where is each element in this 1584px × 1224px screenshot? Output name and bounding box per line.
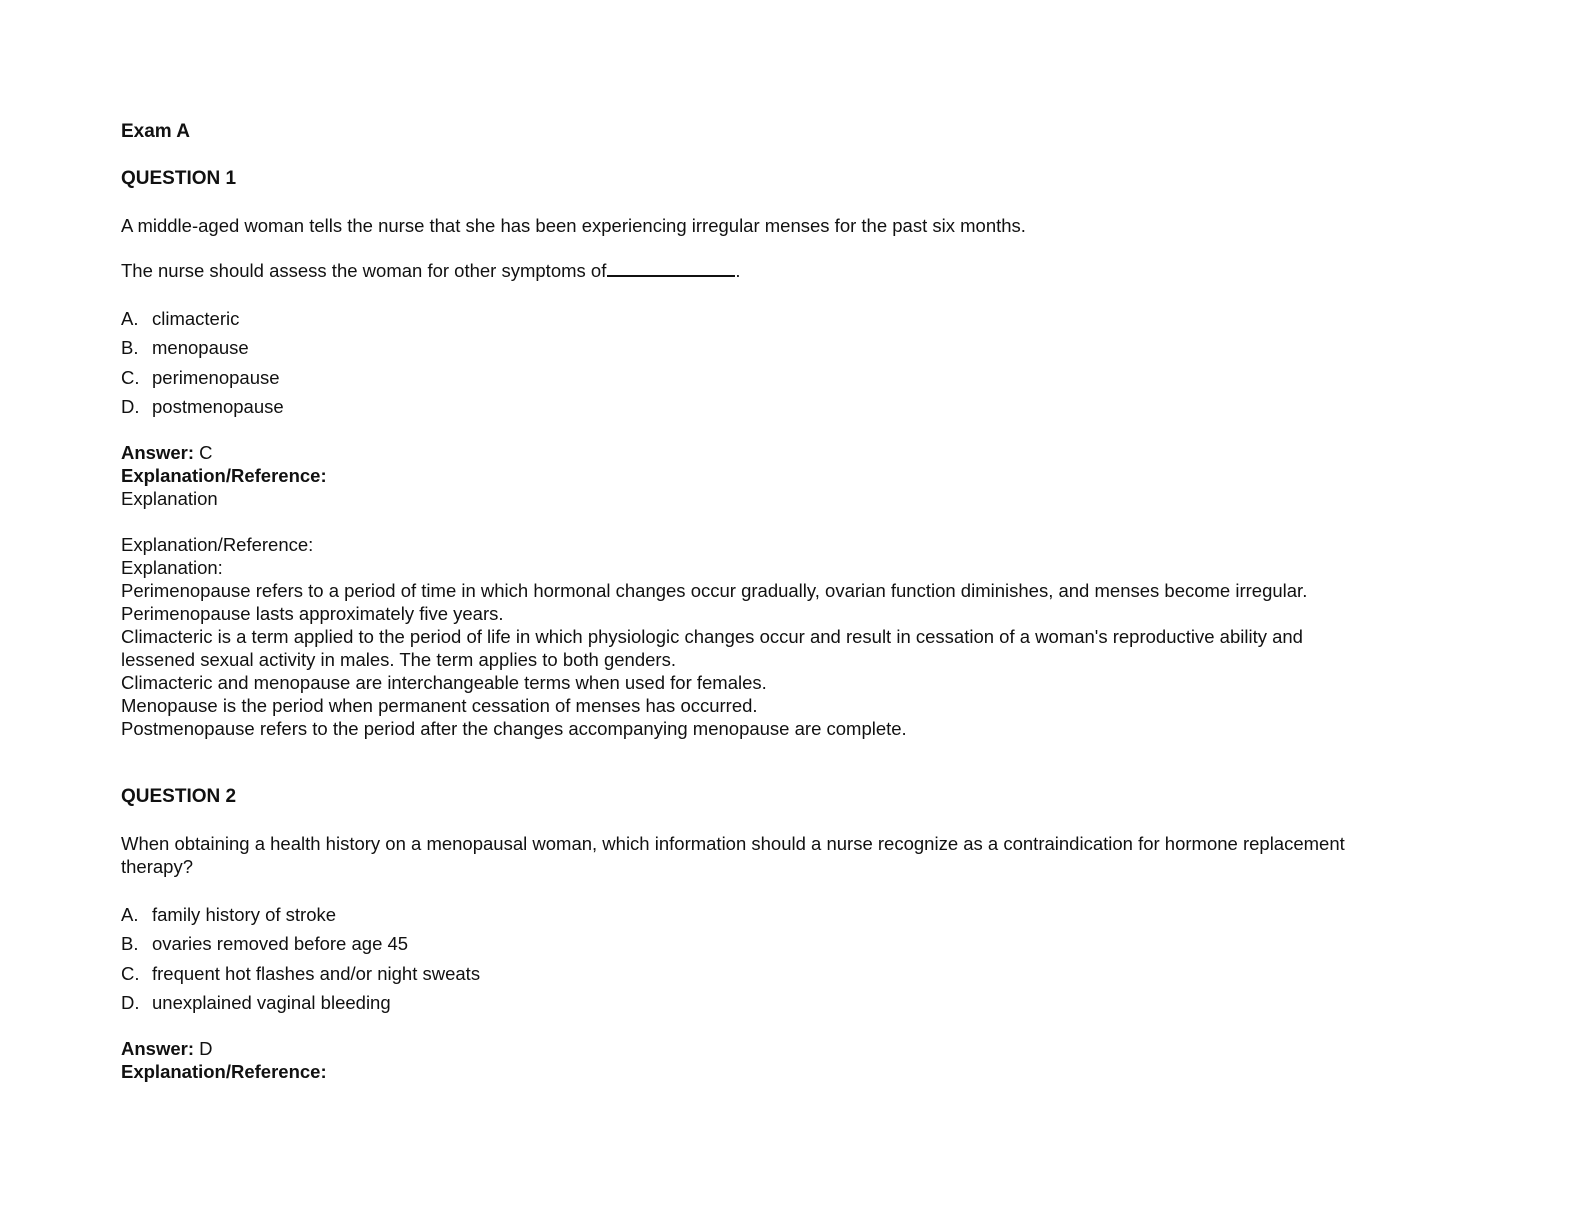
option-letter: B. xyxy=(121,933,139,955)
option-b xyxy=(121,929,1461,958)
question-heading: QUESTION 1 xyxy=(121,168,237,189)
stem-period: . xyxy=(735,260,741,281)
option-letter: A. xyxy=(121,308,139,329)
answer-label: Answer: xyxy=(121,442,194,464)
explanation-line: Explanation/Reference: xyxy=(121,534,314,556)
option-d xyxy=(121,392,1461,421)
explanation-label: Explanation/Reference: xyxy=(121,465,327,487)
option-text: family history of stroke xyxy=(152,904,337,926)
answer-value: C xyxy=(194,442,213,464)
option-c xyxy=(121,363,1461,392)
explanation-label: Explanation/Reference: xyxy=(121,1061,327,1083)
answer-line xyxy=(121,441,1461,464)
explanation-word: Explanation xyxy=(121,488,218,510)
question-stem-line: When obtaining a health history on a menopausal woman, which information should a nurse recognize as a contraindication for hormone replacement xyxy=(121,833,1345,855)
option-a xyxy=(121,304,1461,333)
explanation-line: Climacteric and menopause are interchangeable terms when used for females. xyxy=(121,672,767,694)
answer-options xyxy=(121,304,1461,421)
option-text: ovaries removed before age 45 xyxy=(152,933,409,955)
answer-line xyxy=(121,1037,1461,1060)
question-2 xyxy=(121,785,1461,1083)
option-letter: B. xyxy=(121,337,139,359)
answer-options xyxy=(121,900,1461,1017)
option-letter: D. xyxy=(121,992,140,1014)
option-letter: A. xyxy=(121,904,139,926)
question-stem-blank xyxy=(121,259,1461,282)
fill-in-blank xyxy=(607,261,735,277)
option-text: climacteric xyxy=(152,308,240,329)
question-stem-line: therapy? xyxy=(121,856,193,878)
option-text: menopause xyxy=(152,337,249,359)
option-b xyxy=(121,333,1461,362)
option-text: postmenopause xyxy=(152,395,284,417)
option-d xyxy=(121,988,1461,1017)
exam-title: Exam A xyxy=(121,121,190,142)
explanation-line: Perimenopause refers to a period of time in which hormonal changes occur gradually, ovarian function diminishes, and menses become irregular. xyxy=(121,580,1308,602)
option-letter: C. xyxy=(121,366,140,388)
explanation-line: lessened sexual activity in males. The term applies to both genders. xyxy=(121,649,676,671)
question-stem xyxy=(121,832,1461,878)
option-c xyxy=(121,959,1461,988)
question-stem: A middle-aged woman tells the nurse that she has been experiencing irregular menses for the past six months. xyxy=(121,215,1026,236)
answer-label: Answer: xyxy=(121,1038,194,1060)
question-1 xyxy=(121,167,1461,740)
stem-text: The nurse should assess the woman for other symptoms of xyxy=(121,260,607,281)
question-heading: QUESTION 2 xyxy=(121,786,237,808)
option-text: frequent hot flashes and/or night sweats xyxy=(152,962,481,984)
option-letter: C. xyxy=(121,962,140,984)
option-text: perimenopause xyxy=(152,366,280,388)
option-a xyxy=(121,900,1461,929)
explanation-line: Menopause is the period when permanent cessation of menses has occurred. xyxy=(121,695,758,717)
explanation-line: Postmenopause refers to the period after the changes accompanying menopause are complete. xyxy=(121,718,907,740)
exam-page xyxy=(121,120,1461,1083)
explanation-line: Climacteric is a term applied to the period of life in which physiologic changes occur and result in cessation of a woman's reproductive ability and xyxy=(121,626,1303,648)
option-text: unexplained vaginal bleeding xyxy=(152,992,391,1014)
option-letter: D. xyxy=(121,395,140,417)
explanation-line: Perimenopause lasts approximately five years. xyxy=(121,603,504,625)
answer-value: D xyxy=(194,1038,213,1060)
explanation-body xyxy=(121,533,1461,740)
explanation-line: Explanation: xyxy=(121,557,223,579)
